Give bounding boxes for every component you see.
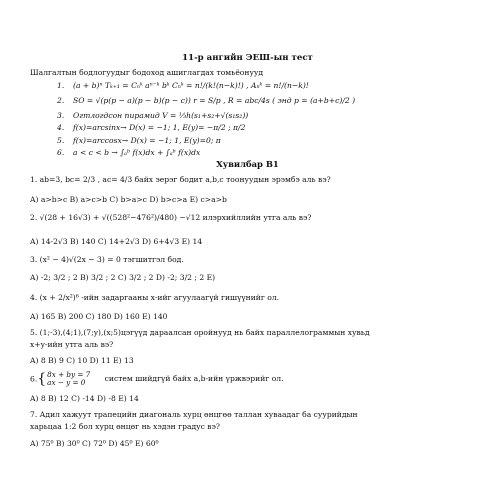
question-1-options: A) a>b>c B) a>c>b C) b>a>c D) b>c>a E) c>a>b bbox=[30, 195, 227, 204]
formula-text: f(x)=arcsinx→ D(x) = −1; 1, E(y)= −π/2 ; π/2 bbox=[73, 123, 246, 132]
question-6-text: систем шийдгүй байх a,b-ийн үржвэрийг ол. bbox=[104, 374, 284, 384]
question-2-options: A) 14-2√3 B) 140 C) 14+2√3 D) 6+4√3 E) 14 bbox=[30, 237, 203, 246]
question-2: 2. √(28 + 16√3) + √((528²−476²)/480) −√12 илэрхийллийн утга аль вэ? bbox=[30, 213, 312, 222]
question-1: 1. ab=3, bc= 2/3 , ac= 4/3 байх эерэг бодит a,b,c тоонуудын эрэмбэ аль вэ? bbox=[30, 175, 331, 184]
formula-6 bbox=[57, 149, 200, 158]
formula-5 bbox=[57, 137, 221, 146]
question-6 bbox=[30, 371, 284, 388]
formula-text: f(x)=arccosx→ D(x) = −1; 1, E(y)=0; π bbox=[73, 136, 221, 145]
question-3: 3. (x² − 4)√(2x − 3) = 0 тэгшитгэл бод. bbox=[30, 255, 184, 264]
section-title: Хувилбар B1 bbox=[216, 159, 279, 169]
question-5: 5. (1;-3),(4;1),(7;y),(x;5)цэгүүд дараалсан оройнууд нь байх параллелограммын хувьд bbox=[30, 328, 370, 337]
question-5-options: A) 8 B) 9 C) 10 D) 11 E) 13 bbox=[30, 356, 134, 365]
question-7-options: A) 75⁰ B) 30⁰ C) 72⁰ D) 45⁰ E) 60⁰ bbox=[30, 439, 159, 448]
formula-number: 4. bbox=[57, 123, 65, 132]
formula-number: 5. bbox=[57, 136, 65, 145]
equation-2: ax − y = 0 bbox=[47, 378, 86, 388]
question-7: 7. Адил хажуут трапецийн диагональ хурц өнцгөө таллан хуваадаг ба суурийдын bbox=[30, 410, 358, 419]
formula-number: 6. bbox=[57, 148, 65, 157]
equation-system bbox=[47, 371, 90, 388]
formula-2 bbox=[57, 97, 355, 106]
equation-1: 8x + by = 7 bbox=[47, 370, 91, 379]
formula-number: 3. bbox=[57, 111, 65, 120]
system-brace-icon: { bbox=[37, 371, 47, 388]
question-3-options: A) -2; 3/2 ; 2 B) 3/2 ; 2 C) 3/2 ; 2 D) -2; 3/2 ; 2 E) bbox=[30, 273, 216, 282]
question-5-line2: x+y-ийн утга аль вэ? bbox=[30, 340, 114, 349]
formula-4 bbox=[57, 124, 245, 133]
question-4: 4. (x + 2/x²)⁶ -ийн задаргааны x-ийг агуулаагүй гишүүнийг ол. bbox=[30, 293, 280, 302]
question-7-line2: харьцаа 1:2 бол хурц өнцөг нь хэдэн градус вэ? bbox=[30, 422, 220, 431]
formula-text: (a + b)ⁿ Tₖ₊₁ = Cₙᵏ aⁿ⁻ᵏ bᵏ Cₙᵏ = n!/(k!(n−k)!) , Aₙᵏ = n!/(n−k)! bbox=[73, 81, 309, 90]
question-6-options: A) 8 B) 12 C) -14 D) -8 E) 14 bbox=[30, 394, 139, 403]
question-6-number: 6. bbox=[30, 374, 38, 384]
formula-3 bbox=[57, 112, 248, 121]
intro-text: Шалгалтын бодлогуудыг бодоход ашиглагдах томьёонууд bbox=[30, 68, 264, 77]
formula-text: SO = √(p(p − a)(p − b)(p − c)) r = S/p , R = abc/4s ( энд p = (a+b+c)/2 ) bbox=[73, 96, 356, 105]
formula-1 bbox=[57, 82, 309, 91]
formula-text: Огтлогдсон пирамид V = ⅓h(s₁+s₂+√(s₁s₂)) bbox=[73, 111, 249, 120]
formula-number: 1. bbox=[57, 81, 65, 90]
question-4-options: A) 165 B) 200 C) 180 D) 160 E) 140 bbox=[30, 312, 168, 321]
page-title: 11-р ангийн ЭЕШ-ын тест bbox=[182, 53, 313, 63]
formula-text: a < c < b → ∫ₐᵇ f(x)dx + ∫ₐᵇ f(x)dx bbox=[73, 148, 201, 157]
formula-number: 2. bbox=[57, 96, 65, 105]
